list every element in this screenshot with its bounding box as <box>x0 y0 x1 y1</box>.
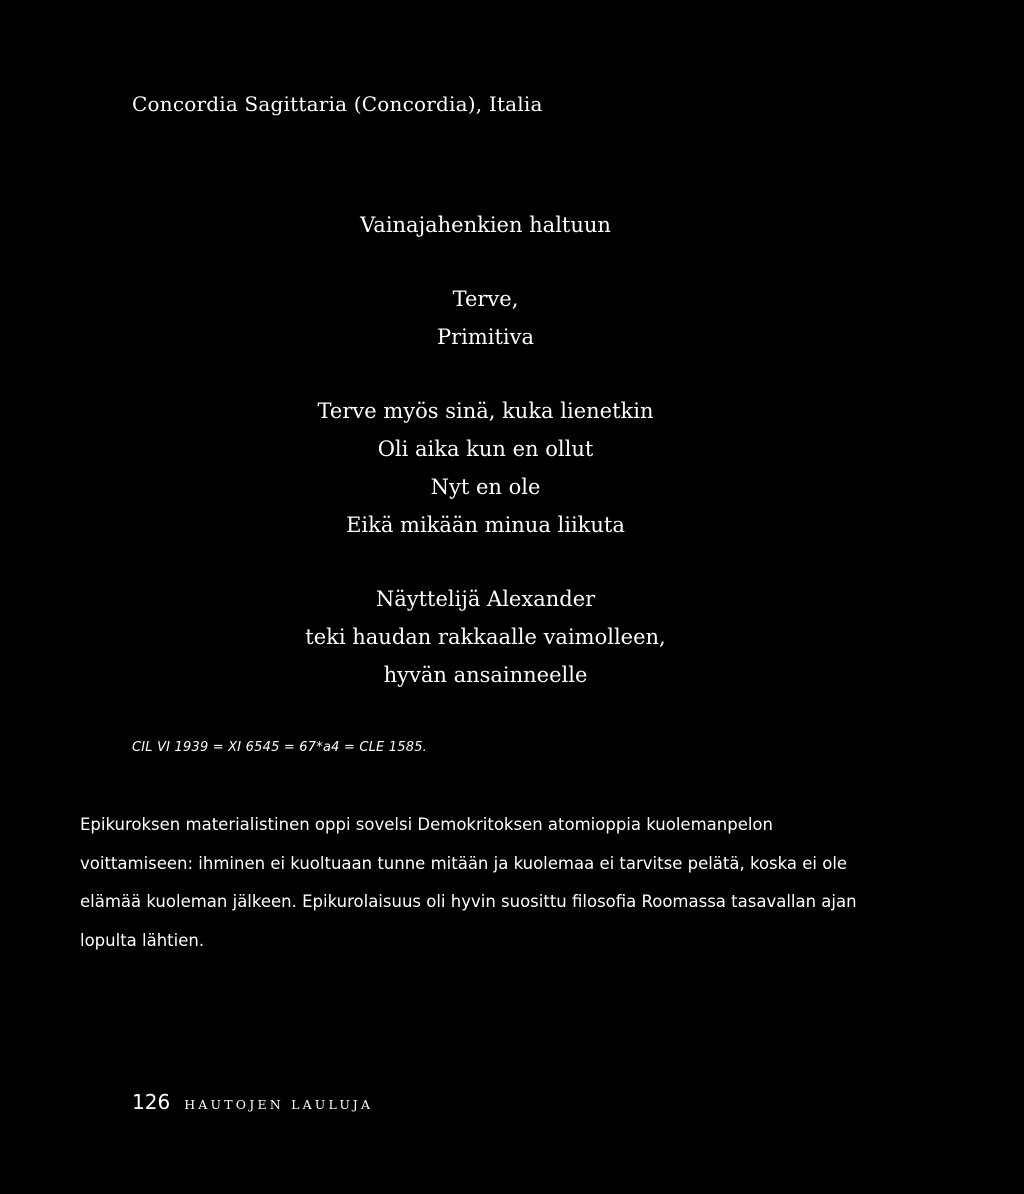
inscription-citation: CIL VI 1939 = XI 6545 = 67*a4 = CLE 1585. <box>132 740 428 755</box>
running-title: HAUTOJEN LAULUJA <box>184 1097 374 1112</box>
poem-line: Terve, <box>452 287 519 311</box>
page-footer <box>132 1090 373 1114</box>
poem-stanza <box>200 280 771 356</box>
inscription-poem <box>200 206 771 694</box>
poem-line: Terve myös sinä, kuka lienetkin <box>317 399 654 423</box>
poem-line: Näyttelijä Alexander <box>375 587 596 611</box>
commentary-paragraph <box>80 806 900 960</box>
poem-line: Nyt en ole <box>430 475 541 499</box>
poem-stanza <box>200 580 771 694</box>
poem-line: Vainajahenkien haltuun <box>360 213 611 237</box>
commentary-line: elämää kuoleman jälkeen. Epikurolaisuus oli hyvin suosittu filosofia Roomassa tasavallan ajan <box>80 892 857 911</box>
poem-line: Eikä mikään minua liikuta <box>346 513 625 537</box>
poem-line: teki haudan rakkaalle vaimolleen, <box>305 625 666 649</box>
location-heading: Concordia Sagittaria (Concordia), Italia <box>132 92 543 116</box>
poem-stanza <box>200 206 771 244</box>
poem-line: Primitiva <box>436 325 535 349</box>
poem-stanza <box>200 392 771 544</box>
page-number: 126 <box>132 1090 171 1114</box>
poem-line: hyvän ansainneelle <box>383 663 588 687</box>
commentary-line: voittamiseen: ihminen ei kuoltuaan tunne mitään ja kuolemaa ei tarvitse pelätä, koska ei ole <box>80 853 848 873</box>
commentary-line: lopulta lähtien. <box>80 930 205 950</box>
poem-line: Oli aika kun en ollut <box>377 437 594 461</box>
commentary-line: Epikuroksen materialistinen oppi sovelsi Demokritoksen atomioppia kuolemanpelon <box>80 815 773 834</box>
